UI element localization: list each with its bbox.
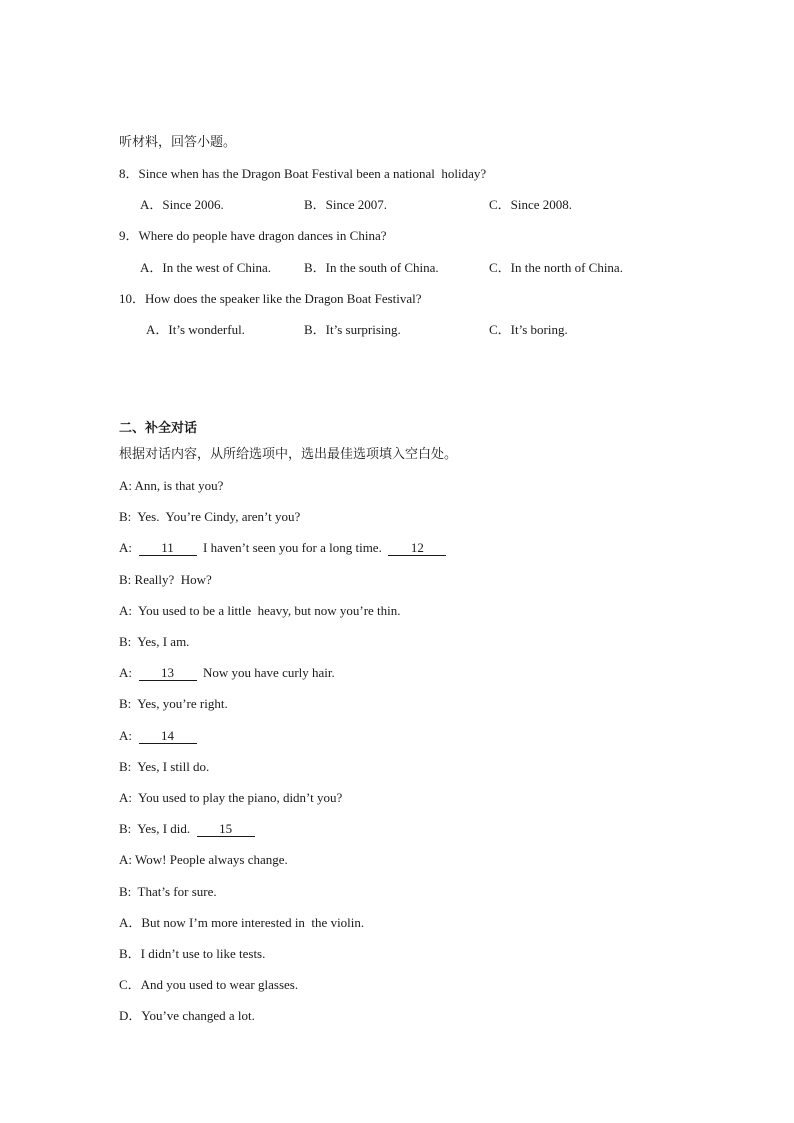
question-10-option-b: B．It’s surprising. [304, 322, 401, 337]
dialogue-text: Now you have curly hair. [196, 665, 335, 680]
question-9-option-b: B．In the south of China. [304, 260, 439, 275]
listening-instruction: 听材料，回答小题。 [119, 135, 237, 150]
question-8-option-b: B．Since 2007. [304, 197, 388, 212]
blank-11[interactable]: 11 [139, 541, 197, 556]
dialogue-line-1: A: Ann, is that you? [119, 478, 224, 493]
dialogue-line-12 [119, 821, 255, 837]
dialogue-line-5: A: You used to be a little heavy, but now you’re thin. [119, 603, 401, 618]
choice-d: D．You’ve changed a lot. [119, 1008, 255, 1023]
question-10-stem: 10．How does the speaker like the Dragon Boat Festival? [119, 291, 422, 306]
dialogue-line-8: B: Yes, you’re right. [119, 696, 228, 711]
blank-14[interactable]: 14 [139, 729, 197, 744]
question-8-stem: 8．Since when has the Dragon Boat Festival been a national holiday? [119, 166, 487, 181]
dialogue-line-3 [119, 540, 446, 556]
dialogue-line-6: B: Yes, I am. [119, 634, 190, 649]
dialogue-line-4: B: Really? How? [119, 572, 212, 587]
dialogue-line-2: B: Yes. You’re Cindy, aren’t you? [119, 509, 301, 524]
choice-c: C．And you used to wear glasses. [119, 977, 299, 992]
blank-12[interactable]: 12 [388, 541, 446, 556]
speaker-label: A: [119, 540, 139, 555]
question-8-option-a: A．Since 2006. [140, 197, 224, 212]
question-10-option-a: A．It’s wonderful. [146, 322, 245, 337]
dialogue-line-14: B: That’s for sure. [119, 884, 217, 899]
choice-a: A．But now I’m more interested in the violin. [119, 915, 365, 930]
dialogue-line-11: A: You used to play the piano, didn’t you? [119, 790, 343, 805]
blank-13[interactable]: 13 [139, 666, 197, 681]
dialogue-text: I haven’t seen you for a long time. [196, 540, 389, 555]
question-9-option-a: A．In the west of China. [140, 260, 272, 275]
choice-b: B．I didn’t use to like tests. [119, 946, 266, 961]
blank-15[interactable]: 15 [197, 822, 255, 837]
question-9-option-c: C．In the north of China. [489, 260, 623, 275]
dialogue-line-13: A: Wow! People always change. [119, 852, 288, 867]
question-9-stem: 9．Where do people have dragon dances in China? [119, 228, 387, 243]
section-instruction: 根据对话内容，从所给选项中，选出最佳选项填入空白处。 [119, 447, 458, 462]
dialogue-line-7 [119, 665, 335, 681]
speaker-label: A: [119, 728, 139, 743]
question-8-option-c: C．Since 2008. [489, 197, 573, 212]
dialogue-line-10: B: Yes, I still do. [119, 759, 210, 774]
question-10-option-c: C．It’s boring. [489, 322, 568, 337]
dialogue-line-9 [119, 728, 197, 744]
dialogue-text: B: Yes, I did. [119, 821, 197, 836]
speaker-label: A: [119, 665, 139, 680]
section-heading: 二、补全对话 [119, 421, 198, 436]
